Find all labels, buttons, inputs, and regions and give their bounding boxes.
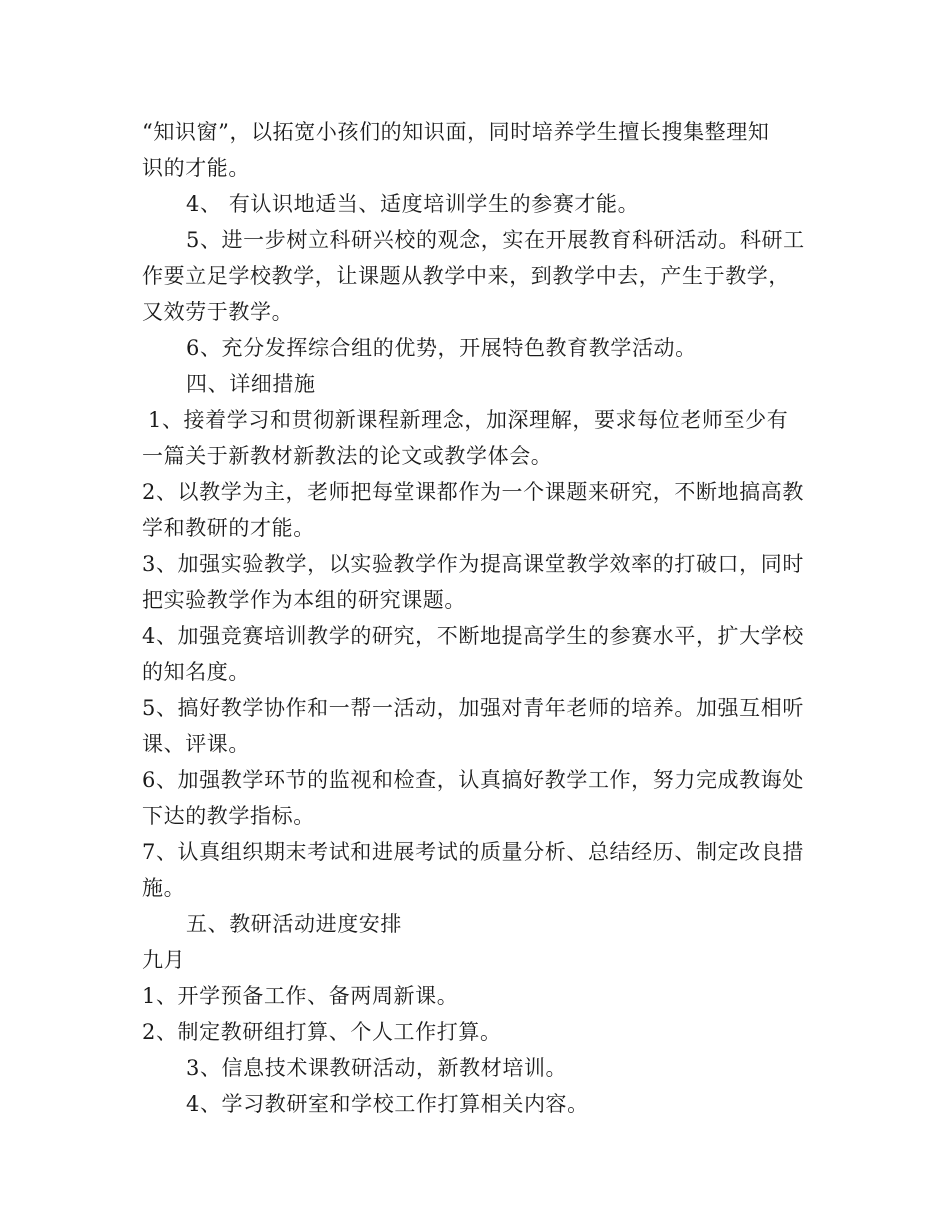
text-line: 5、进一步树立科研兴校的观念，实在开展教育科研活动。科研工	[186, 228, 805, 252]
text-line: 的知名度。	[142, 660, 250, 684]
list-item: 4、学习教研室和学校工作打算相关内容。	[186, 1092, 589, 1116]
list-item: 2、制定教研组打算、个人工作打算。	[142, 1020, 502, 1044]
text-line: 6、加强教学环节的监视和检查，认真搞好教学工作，努力完成教诲处	[142, 768, 804, 792]
text-line: 学和教研的才能。	[142, 516, 315, 540]
text-line: 课、评课。	[142, 732, 250, 756]
text-line: 识的才能。	[142, 156, 250, 180]
text-line: 把实验教学作为本组的研究课题。	[142, 588, 466, 612]
text-line: 3、加强实验教学，以实验教学作为提高课堂教学效率的打破口，同时	[142, 552, 804, 576]
text-line: 又效劳于教学。	[142, 300, 294, 324]
list-item: 1、开学预备工作、备两周新课。	[142, 984, 459, 1008]
text-line: 施。	[142, 876, 186, 900]
text-line: 1、接着学习和贯彻新课程新理念，加深理解，要求每位老师至少有	[148, 408, 789, 432]
text-line: 2、以教学为主，老师把每堂课都作为一个课题来研究，不断地搞高教	[142, 480, 804, 504]
text-line: 6、充分发挥综合组的优势，开展特色教育教学活动。	[186, 336, 697, 360]
text-line: “知识窗”，以拓宽小孩们的知识面，同时培养学生擅长搜集整理知	[142, 120, 770, 144]
text-line: 4、加强竞赛培训教学的研究，不断地提高学生的参赛水平，扩大学校	[142, 624, 804, 648]
text-line: 作要立足学校教学，让课题从教学中来，到教学中去，产生于教学，	[142, 264, 790, 288]
text-line: 下达的教学指标。	[142, 804, 315, 828]
section-heading: 五、教研活动进度安排	[186, 912, 402, 936]
text-line: 一篇关于新教材新教法的论文或教学体会。	[142, 444, 553, 468]
section-heading: 四、详细措施	[186, 372, 316, 396]
text-line: 4、 有认识地适当、适度培训学生的参赛才能。	[186, 192, 640, 216]
text-line: 5、搞好教学协作和一帮一活动，加强对青年老师的培养。加强互相听	[142, 696, 804, 720]
list-item: 3、信息技术课教研活动，新教材培训。	[186, 1056, 568, 1080]
month-heading: 九月	[142, 948, 186, 972]
text-line: 7、认真组织期末考试和进展考试的质量分析、总结经历、制定改良措	[142, 840, 804, 864]
